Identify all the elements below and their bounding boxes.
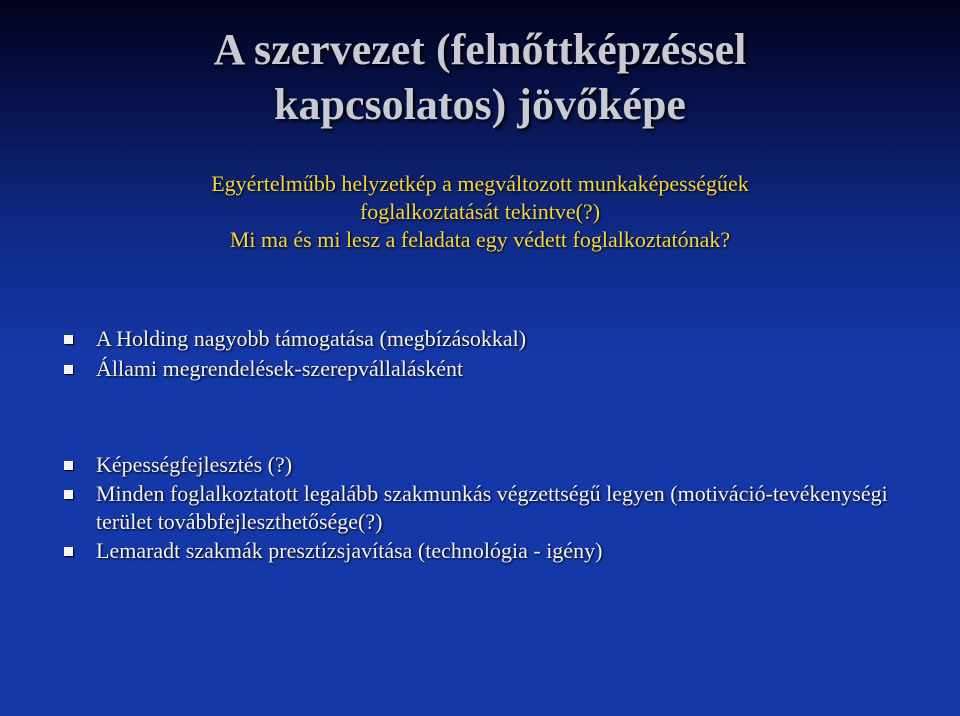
bullet-text: Minden foglalkoztatott legalább szakmunkás végzettségű legyen (motiváció-tevékenységi terület továbbfejleszthetősége(?)	[96, 481, 888, 534]
bullet-text: A Holding nagyobb támogatása (megbízásokkal)	[96, 326, 527, 351]
square-bullet-icon	[64, 490, 73, 499]
slide-title-line-2: kapcsolatos) jövőképe	[274, 80, 686, 129]
slide-title-line-1: A szervezet (felnőttképzéssel	[213, 25, 747, 74]
bullet-item	[64, 537, 944, 565]
square-bullet-icon	[64, 335, 73, 344]
bullet-text: Állami megrendelések-szerepvállalásként	[96, 356, 464, 381]
slide-subtitle	[0, 170, 960, 254]
slide-title	[0, 22, 960, 132]
bullet-text: Képességfejlesztés (?)	[96, 452, 293, 477]
subtitle-line-3: Mi ma és mi lesz a feladata egy védett foglalkoztatónak?	[229, 227, 731, 252]
bullet-list-1	[64, 325, 944, 385]
subtitle-line-1: Egyértelműbb helyzetkép a megváltozott munkaképességűek	[211, 171, 749, 196]
bullet-text: Lemaradt szakmák presztízsjavítása (technológia - igény)	[96, 538, 603, 563]
bullet-list-2	[64, 451, 944, 566]
bullet-item	[64, 480, 944, 536]
square-bullet-icon	[64, 461, 73, 470]
bullet-item	[64, 325, 944, 353]
square-bullet-icon	[64, 365, 73, 374]
bullet-item	[64, 451, 944, 479]
square-bullet-icon	[64, 547, 73, 556]
subtitle-line-2: foglalkoztatását tekintve(?)	[359, 199, 601, 224]
bullet-item	[64, 355, 944, 383]
